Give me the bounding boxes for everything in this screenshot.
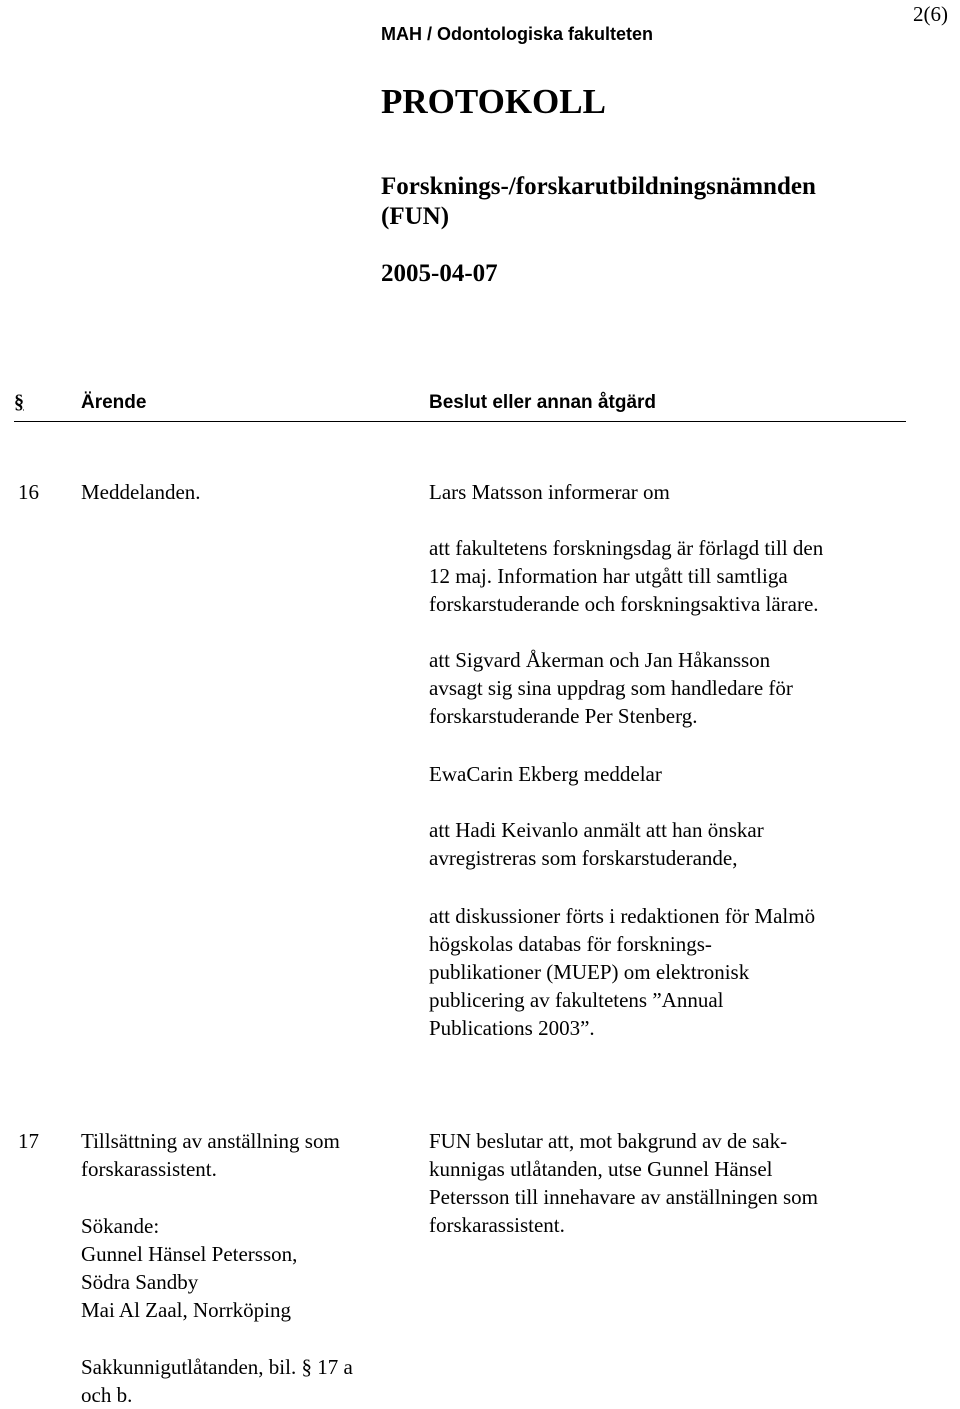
attachment-number: 17 a [317,1355,353,1379]
decision-paragraph [429,902,815,1042]
attachment-label: Sakkunnigutlåtanden, bil. [81,1355,297,1379]
decision-line: avregistreras som forskarstuderande, [429,846,738,870]
decision-line: Publications 2003”. [429,1016,595,1040]
item-subject: Meddelanden. [81,480,201,504]
decision-line: Petersson till innehavare av anställningen som [429,1185,818,1209]
attachment-reference [81,1353,353,1409]
item-subject [81,1127,340,1183]
decision-paragraph [429,646,793,730]
decision-line: forskarstuderande och forskningsaktiva lärare. [429,592,819,616]
decision-line: att Sigvard Åkerman och Jan Håkansson [429,648,771,672]
decision-line: att Hadi Keivanlo anmält att han önskar [429,818,764,842]
paragraph-mark: § [301,1355,312,1379]
decision-line: Lars Matsson informerar om [429,480,670,504]
committee-line-1: Forsknings-/forskarutbildningsnämnden [381,173,816,200]
header-divider [14,421,906,422]
organization-name: MAH / Odontologiska fakulteten [381,24,654,44]
page-number: 2(6) [913,2,948,26]
decision-line: 12 maj. Information har utgått till samtliga [429,564,788,588]
column-header-decision: Beslut eller annan åtgärd [429,392,657,413]
item-number: 16 [18,480,39,504]
decision-line: att fakultetens forskningsdag är förlagd till den [429,536,824,560]
decision-line: att diskussioner förts i redaktionen för Malmö [429,904,816,928]
applicants-list [81,1212,297,1324]
decision-line: publikationer (MUEP) om elektronisk [429,960,750,984]
decision-line: EwaCarin Ekberg meddelar [429,762,662,786]
decision-line: publicering av fakultetens ”Annual [429,988,724,1012]
decision-line: kunnigas utlåtanden, utse Gunnel Hänsel [429,1157,773,1181]
decision-paragraph [429,1127,818,1239]
applicant-location: Södra Sandby [81,1270,199,1294]
applicant: Gunnel Hänsel Petersson, [81,1242,298,1266]
applicants-label: Sökande: [81,1214,160,1238]
item-number: 17 [18,1129,39,1153]
decision-line: forskarassistent. [429,1213,565,1237]
document-title: PROTOKOLL [381,82,606,121]
decision-line: högskolas databas för forsknings- [429,932,712,956]
applicant: Mai Al Zaal, Norrköping [81,1298,291,1322]
decision-paragraph [429,816,764,872]
meeting-date: 2005-04-07 [381,260,498,287]
attachment-suffix: och b. [81,1383,133,1407]
committee-line-2: (FUN) [381,203,450,230]
committee-name [381,172,901,232]
decision-line: FUN beslutar att, mot bakgrund av de sak- [429,1129,788,1153]
decision-paragraph [429,534,823,618]
decision-line: avsagt sig sina uppdrag som handledare för [429,676,793,700]
decision-line: forskarstuderande Per Stenberg. [429,704,698,728]
paragraph-mark: § [14,391,24,413]
subject-line: Tillsättning av anställning som [81,1129,340,1153]
subject-line: forskarassistent. [81,1157,217,1181]
column-header-subject: Ärende [81,392,147,413]
